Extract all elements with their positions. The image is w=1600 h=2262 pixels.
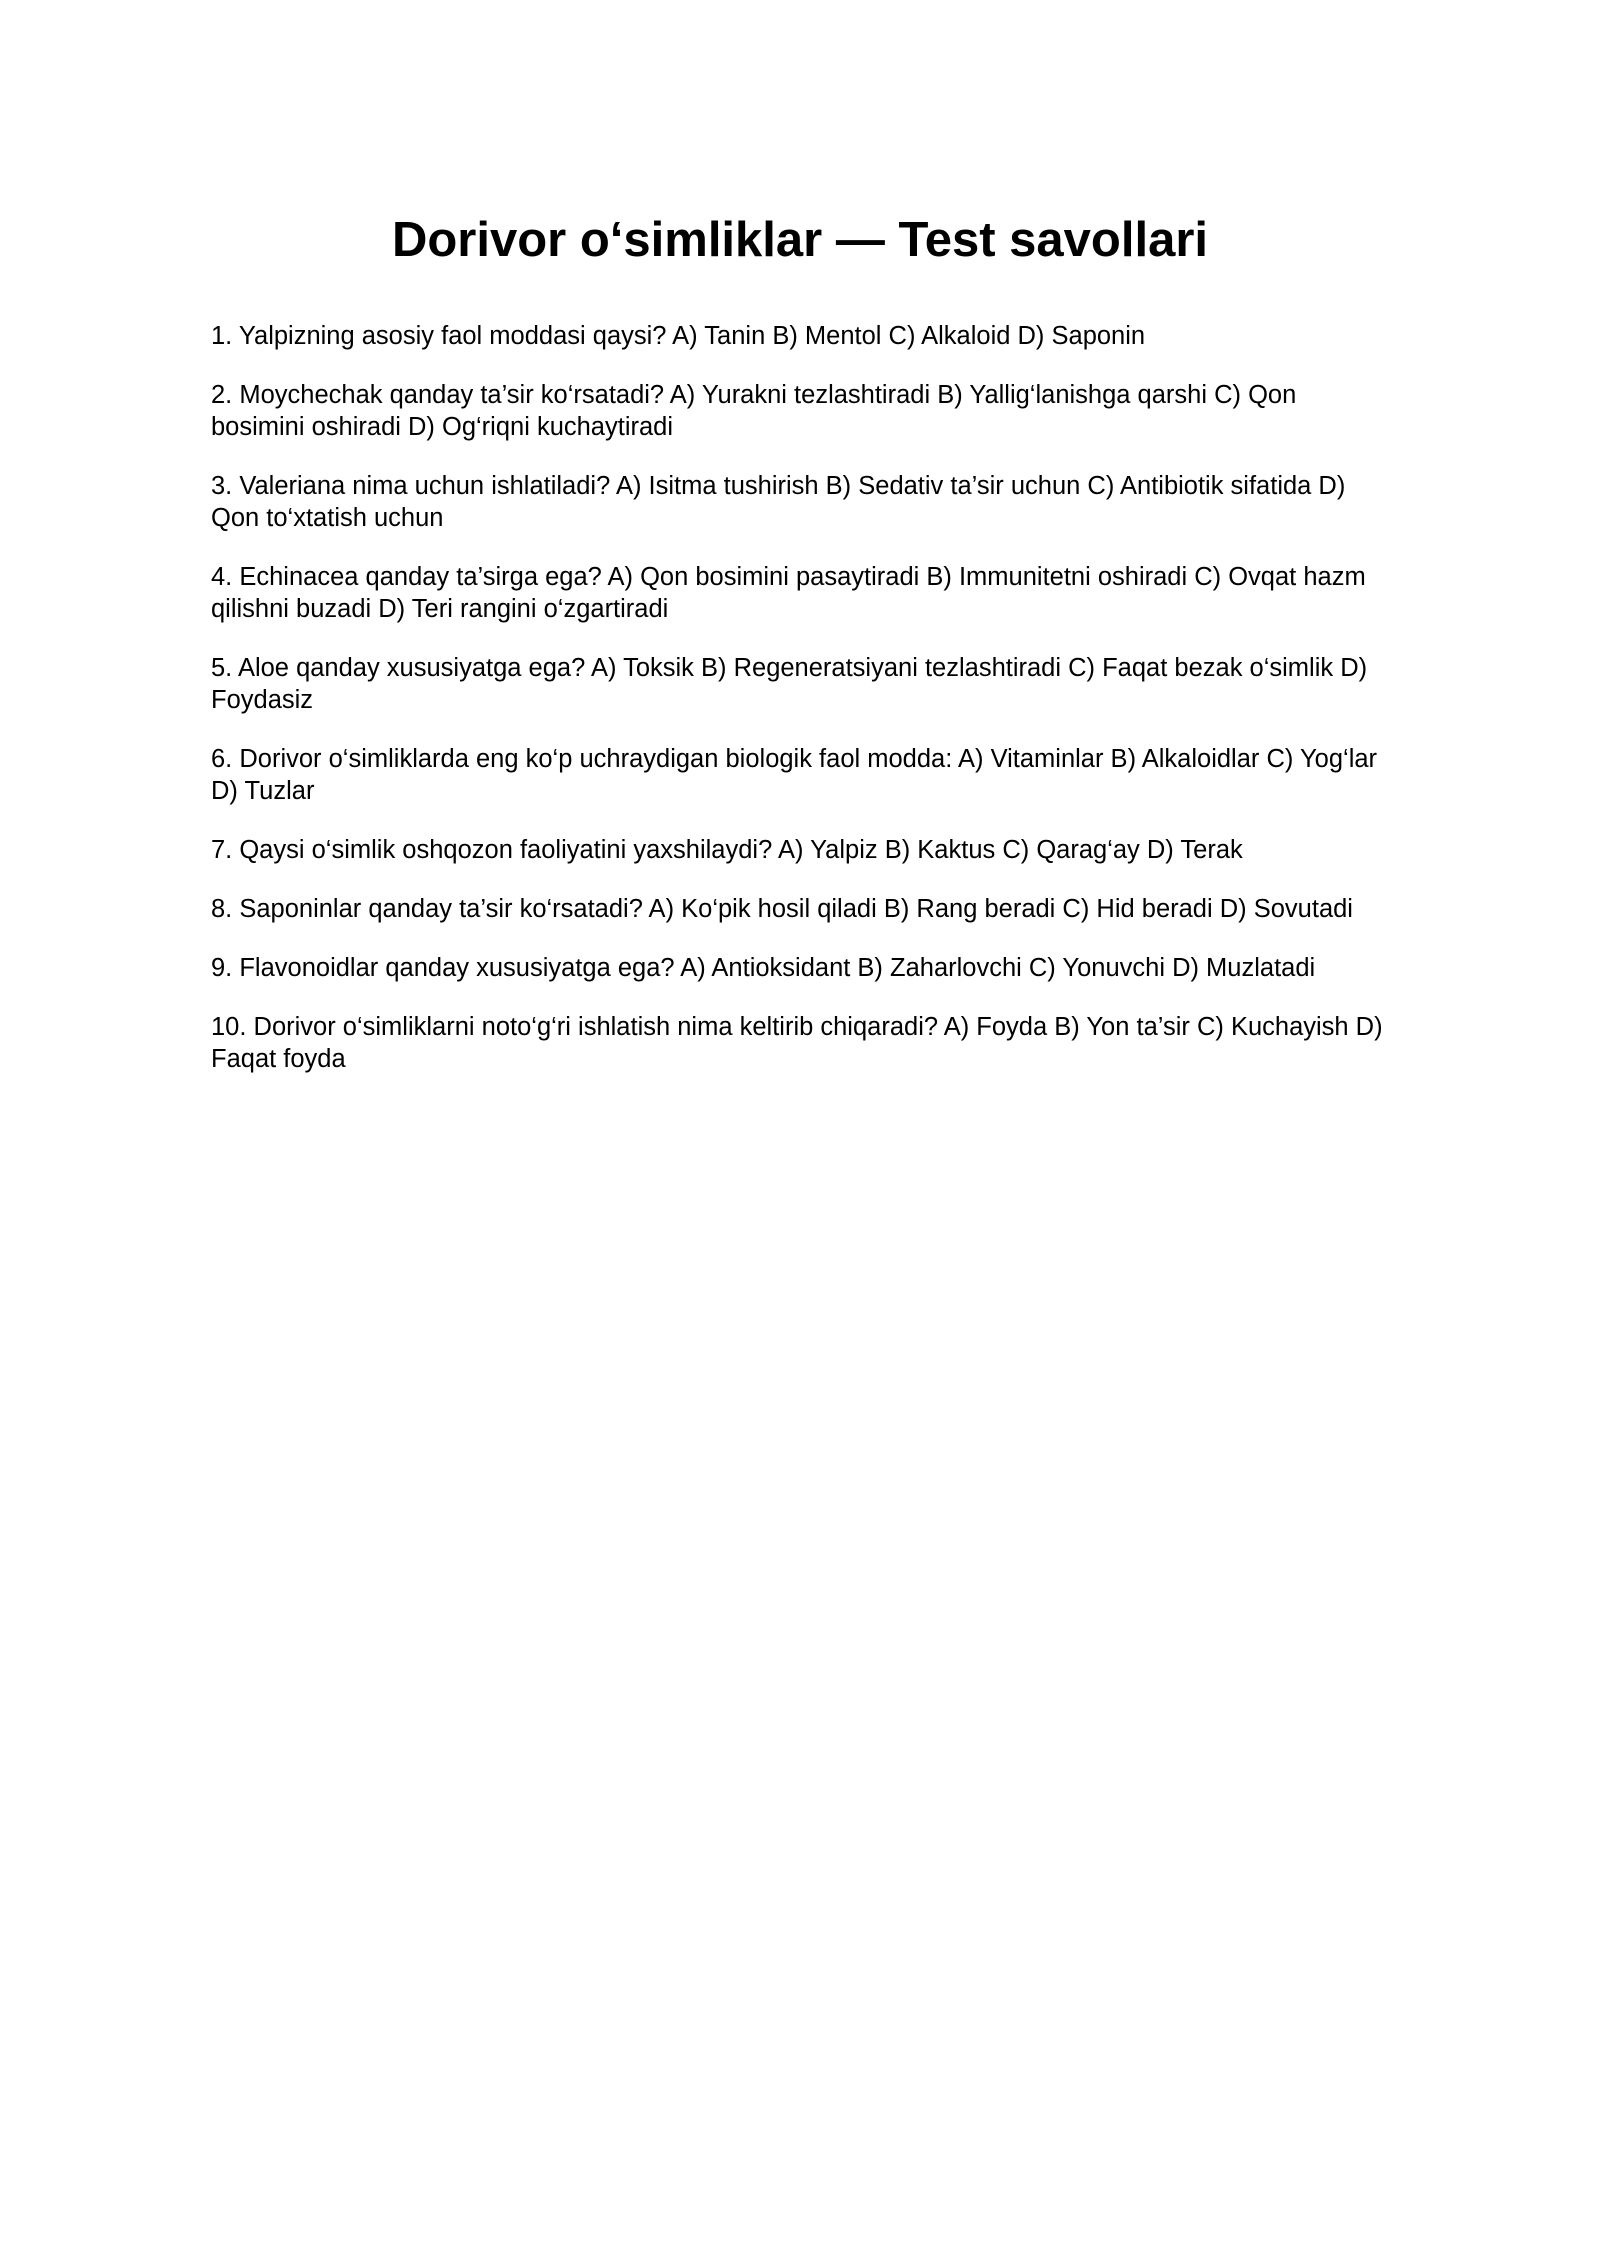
question-item: 7. Qaysi o‘simlik oshqozon faoliyatini yaxshilaydi? A) Yalpiz B) Kaktus C) Qarag‘ay D) Terak — [211, 836, 1243, 864]
question-item: 1. Yalpizning asosiy faol moddasi qaysi? A) Tanin B) Mentol C) Alkaloid D) Saponin — [211, 322, 1146, 350]
question-item: 9. Flavonoidlar qanday xususiyatga ega? A) Antioksidant B) Zaharlovchi C) Yonuvchi D) Muzlatadi — [211, 954, 1316, 982]
question-item: 2. Moychechak qanday ta’sir ko‘rsatadi? A) Yurakni tezlashtiradi B) Yallig‘lanishga qarshi C) Qon bosimini oshiradi D) Og‘riqni kuchaytiradi — [211, 381, 1297, 441]
question-item: 3. Valeriana nima uchun ishlatiladi? A) Isitma tushirish B) Sedativ ta’sir uchun C) Antibiotik sifatida D) Qon to‘xtatish uchun — [211, 472, 1346, 532]
question-item: 10. Dorivor o‘simliklarni noto‘g‘ri ishlatish nima keltirib chiqaradi? A) Foyda B) Yon ta’sir C) Kuchayish D) Faqat foyda — [211, 1013, 1383, 1073]
question-item: 5. Aloe qanday xususiyatga ega? A) Toksik B) Regeneratsiyani tezlashtiradi C) Faqat bezak o‘simlik D) Foydasiz — [211, 654, 1368, 714]
question-item: 4. Echinacea qanday ta’sirga ega? A) Qon bosimini pasaytiradi B) Immunitetni oshiradi C) Ovqat hazm qilishni buzadi D) Teri rangini o‘zgartiradi — [211, 563, 1366, 623]
document-title: Dorivor o‘simliklar — Test savollari — [391, 213, 1209, 267]
question-item: 8. Saponinlar qanday ta’sir ko‘rsatadi? A) Ko‘pik hosil qiladi B) Rang beradi C) Hid beradi D) Sovutadi — [211, 895, 1353, 923]
question-item: 6. Dorivor o‘simliklarda eng ko‘p uchraydigan biologik faol modda: A) Vitaminlar B) Alkaloidlar C) Yog‘lar D) Tuzlar — [211, 745, 1378, 805]
question-list — [211, 320, 1391, 1102]
